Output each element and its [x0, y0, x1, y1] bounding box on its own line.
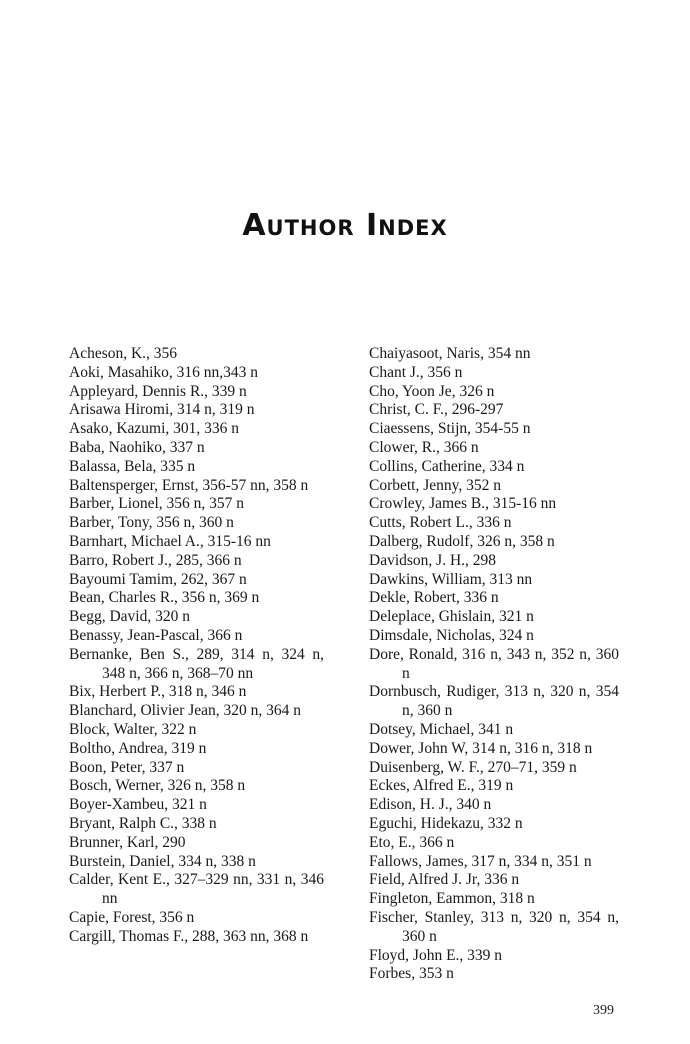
index-column-right [369, 345, 619, 984]
index-column-left [69, 345, 324, 947]
index-entry: Edison, H. J., 340 n [369, 796, 492, 814]
index-entry: Boyer-Xambeu, 321 n [69, 796, 207, 814]
index-entry: Acheson, K., 356 [69, 345, 178, 362]
index-entry: Cargill, Thomas F., 288, 363 nn, 368 n [69, 927, 309, 945]
index-entry: Dawkins, William, 313 nn [369, 570, 533, 588]
index-entry: Clower, R., 366 n [369, 438, 479, 456]
index-entry: Baba, Naohiko, 337 n [69, 438, 205, 456]
index-entry: Bosch, Werner, 326 n, 358 n [69, 777, 246, 795]
index-entry: Capie, Forest, 356 n [69, 908, 195, 926]
index-entry: Burstein, Daniel, 334 n, 338 n [69, 852, 256, 870]
index-entry: Calder, Kent E., 327–329 nn, 331 n, 346 nn [69, 871, 324, 908]
index-entry: Crowley, James B., 315-16 nn [369, 495, 557, 513]
index-entry: Bryant, Ralph C., 338 n [69, 814, 217, 832]
index-entry: Asako, Kazumi, 301, 336 n [69, 420, 240, 438]
index-entry: Dalberg, Rudolf, 326 n, 358 n [369, 532, 555, 550]
index-entry: Fingleton, Eammon, 318 n [369, 890, 535, 908]
index-entry: Dekle, Robert, 336 n [369, 589, 499, 607]
index-entry: Barro, Robert J., 285, 366 n [69, 551, 242, 569]
index-entry: Christ, C. F., 296-297 [369, 401, 504, 419]
index-entry: Chant J., 356 n [369, 363, 463, 381]
index-entry: Dornbusch, Rudiger, 313 n, 320 n, 354 n, 360 n [369, 683, 619, 720]
index-entry: Balassa, Bela, 335 n [69, 457, 196, 475]
index-entry: Barnhart, Michael A., 315-16 nn [69, 532, 271, 550]
index-entry: Fischer, Stanley, 313 n, 320 n, 354 n, 360 n [369, 908, 619, 945]
index-entry: Appleyard, Dennis R., 339 n [69, 382, 247, 400]
index-entry: Deleplace, Ghislain, 321 n [369, 608, 534, 626]
index-entry: Davidson, J. H., 298 [369, 551, 497, 569]
index-entry: Brunner, Karl, 290 [69, 833, 186, 851]
index-entry: Duisenberg, W. F., 270–71, 359 n [369, 758, 577, 776]
index-entry: Dore, Ronald, 316 n, 343 n, 352 n, 360 n [369, 645, 619, 682]
index-entry: Aoki, Masahiko, 316 nn,343 n [69, 363, 259, 381]
index-entry: Baltensperger, Ernst, 356-57 nn, 358 n [69, 476, 309, 494]
index-entry: Begg, David, 320 n [69, 608, 190, 626]
index-entry: Ciaessens, Stijn, 354-55 n [369, 420, 531, 438]
index-entry: Dower, John W, 314 n, 316 n, 318 n [369, 739, 593, 757]
index-entry: Collins, Catherine, 334 n [369, 457, 525, 475]
page-title: Author Index [242, 208, 448, 243]
index-entry: Field, Alfred J. Jr, 336 n [369, 871, 520, 889]
index-entry: Floyd, John E., 339 n [369, 946, 503, 964]
index-entry: Chaiyasoot, Naris, 354 nn [369, 345, 531, 362]
index-entry: Boltho, Andrea, 319 n [69, 739, 207, 757]
index-entry: Bix, Herbert P., 318 n, 346 n [69, 683, 247, 701]
index-entry: Blanchard, Olivier Jean, 320 n, 364 n [69, 702, 302, 720]
index-entry: Eckes, Alfred E., 319 n [369, 777, 514, 795]
index-entry: Eguchi, Hidekazu, 332 n [369, 814, 523, 832]
index-entry: Forbes, 353 n [369, 965, 454, 983]
page-number: 399 [593, 1003, 614, 1018]
index-entry: Dimsdale, Nicholas, 324 n [369, 626, 534, 644]
index-entry: Bayoumi Tamim, 262, 367 n [69, 570, 247, 588]
index-entry: Benassy, Jean-Pascal, 366 n [69, 626, 243, 644]
index-entry: Bernanke, Ben S., 289, 314 n, 324 n, 348 n, 366 n, 368–70 nn [69, 645, 324, 682]
index-entry: Boon, Peter, 337 n [69, 758, 185, 776]
index-entry: Barber, Lionel, 356 n, 357 n [69, 495, 245, 513]
index-entry: Dotsey, Michael, 341 n [369, 720, 514, 738]
index-entry: Corbett, Jenny, 352 n [369, 476, 502, 494]
index-entry: Cho, Yoon Je, 326 n [369, 382, 495, 400]
index-entry: Arisawa Hiromi, 314 n, 319 n [69, 401, 255, 419]
index-entry: Fallows, James, 317 n, 334 n, 351 n [369, 852, 592, 870]
index-entry: Cutts, Robert L., 336 n [369, 514, 512, 532]
index-entry: Block, Walter, 322 n [69, 720, 197, 738]
index-entry: Barber, Tony, 356 n, 360 n [69, 514, 234, 532]
index-entry: Eto, E., 366 n [369, 833, 455, 851]
index-entry: Bean, Charles R., 356 n, 369 n [69, 589, 260, 607]
